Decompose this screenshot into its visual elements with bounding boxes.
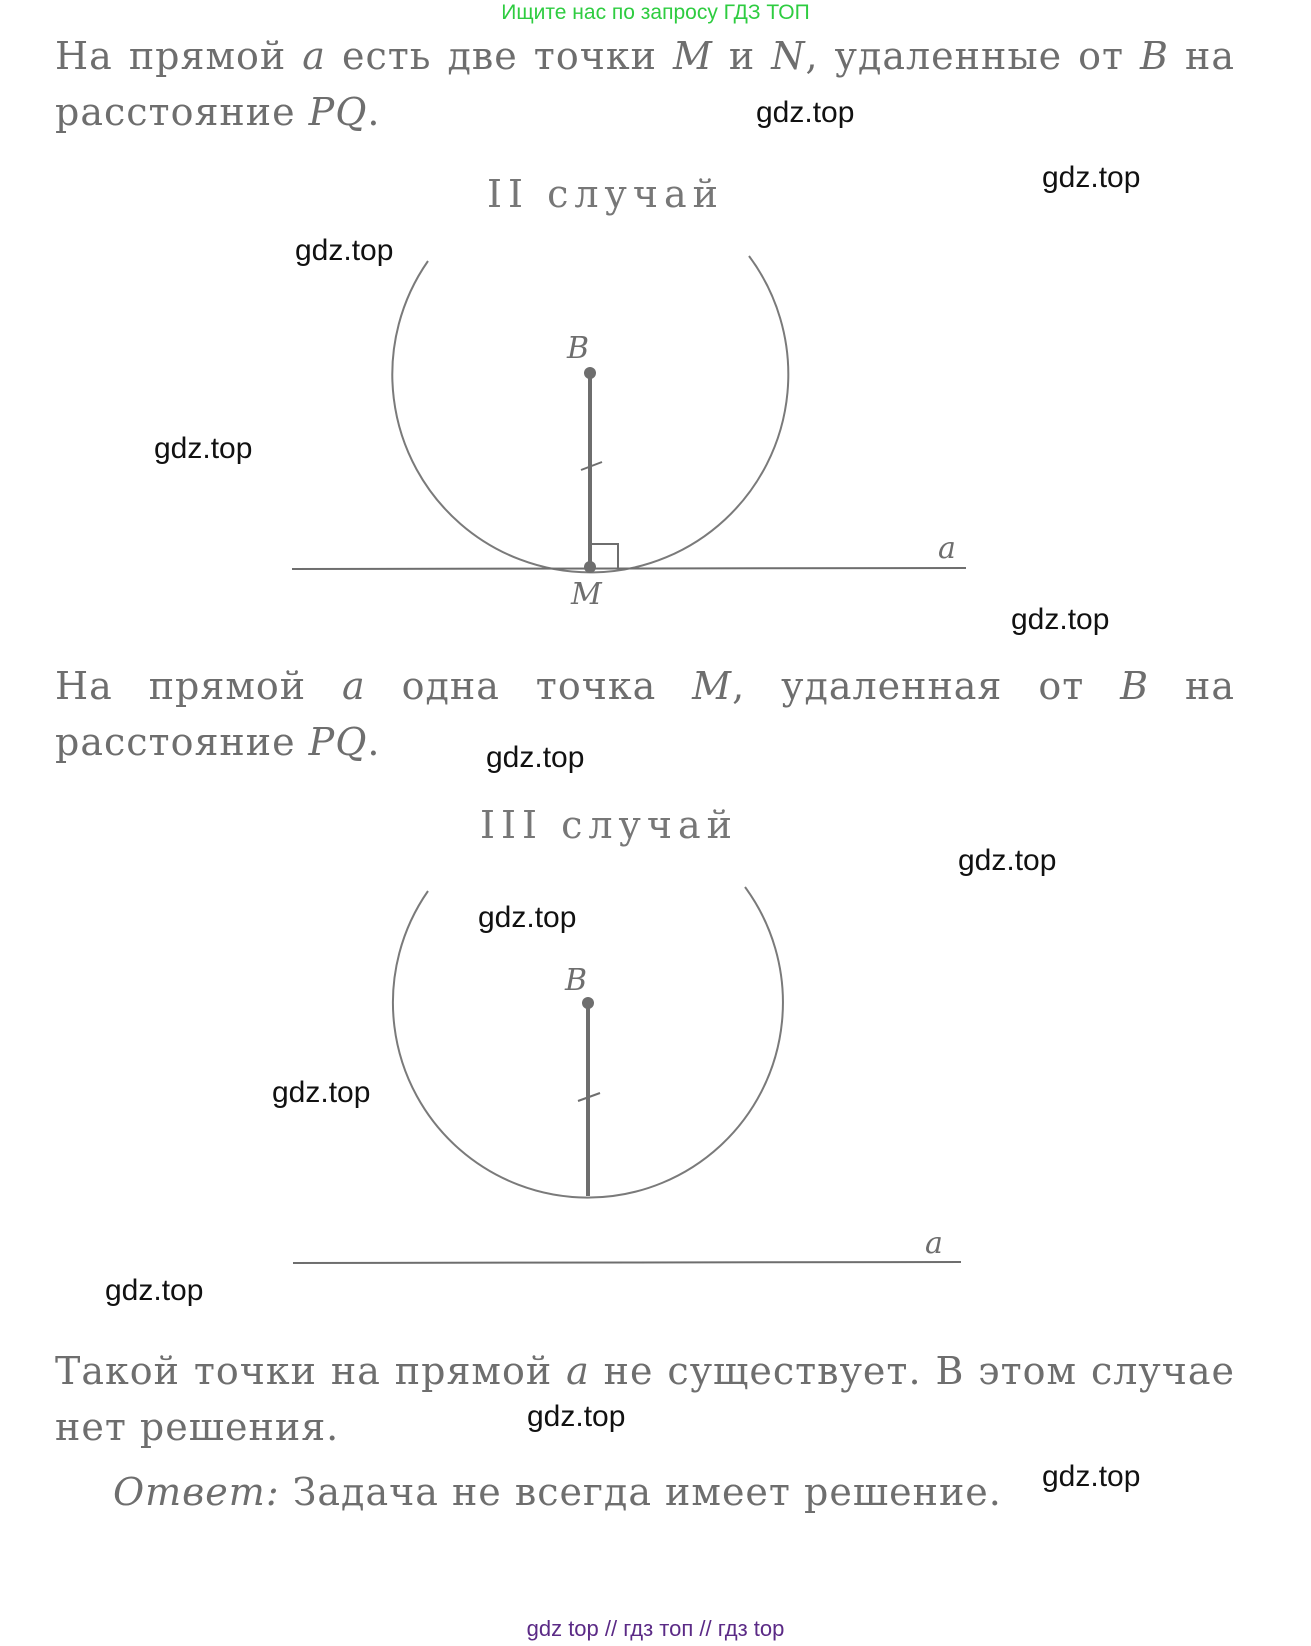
paragraph-two-points: На прямой a есть две точки M и N, удаленные от B на расстояние PQ. [55,34,1235,134]
footer-links: gdz top // гдз топ // гдз top [526,1616,785,1641]
line-a-case-3 [293,1262,961,1263]
paragraph-one-point: На прямой a одна точка M, удаленная от B на расстояние PQ. [55,664,1235,764]
watermark: gdz.top [154,432,253,465]
figure-case-2 [292,256,966,612]
watermark: gdz.top [527,1400,626,1433]
right-angle-mark-case-2 [592,544,618,568]
label-b-case-3: B [565,963,588,998]
label-m-case-2: M [571,577,602,612]
paragraph-no-point: Такой точки на прямой a не существует. В этом случае нет решения. [55,1349,1235,1449]
answer-label: Ответ: [113,1470,280,1514]
label-b-case-2: B [567,331,590,366]
label-a-case-3: a [925,1226,943,1261]
watermark: gdz.top [1042,161,1141,194]
answer-text: Задача не всегда имеет решение. [279,1470,1002,1514]
point-b-case-2 [584,367,596,379]
label-a-case-2: a [938,531,956,566]
top-banner: Ищите нас по запросу ГДЗ ТОП [501,1,810,24]
case-3-title: III случай [480,803,738,847]
watermark: gdz.top [105,1274,204,1307]
watermark: gdz.top [1011,603,1110,636]
line-a-case-2 [292,568,966,569]
watermark: gdz.top [272,1076,371,1109]
point-m-case-2 [584,561,596,573]
watermark: gdz.top [756,96,855,129]
watermark: gdz.top [478,901,577,934]
case-2-title: II случай [487,172,724,216]
watermark: gdz.top [486,741,585,774]
figure-case-3 [293,887,961,1263]
watermark: gdz.top [1042,1460,1141,1493]
watermark: gdz.top [295,234,394,267]
point-b-case-3 [582,997,594,1009]
watermark: gdz.top [958,844,1057,877]
